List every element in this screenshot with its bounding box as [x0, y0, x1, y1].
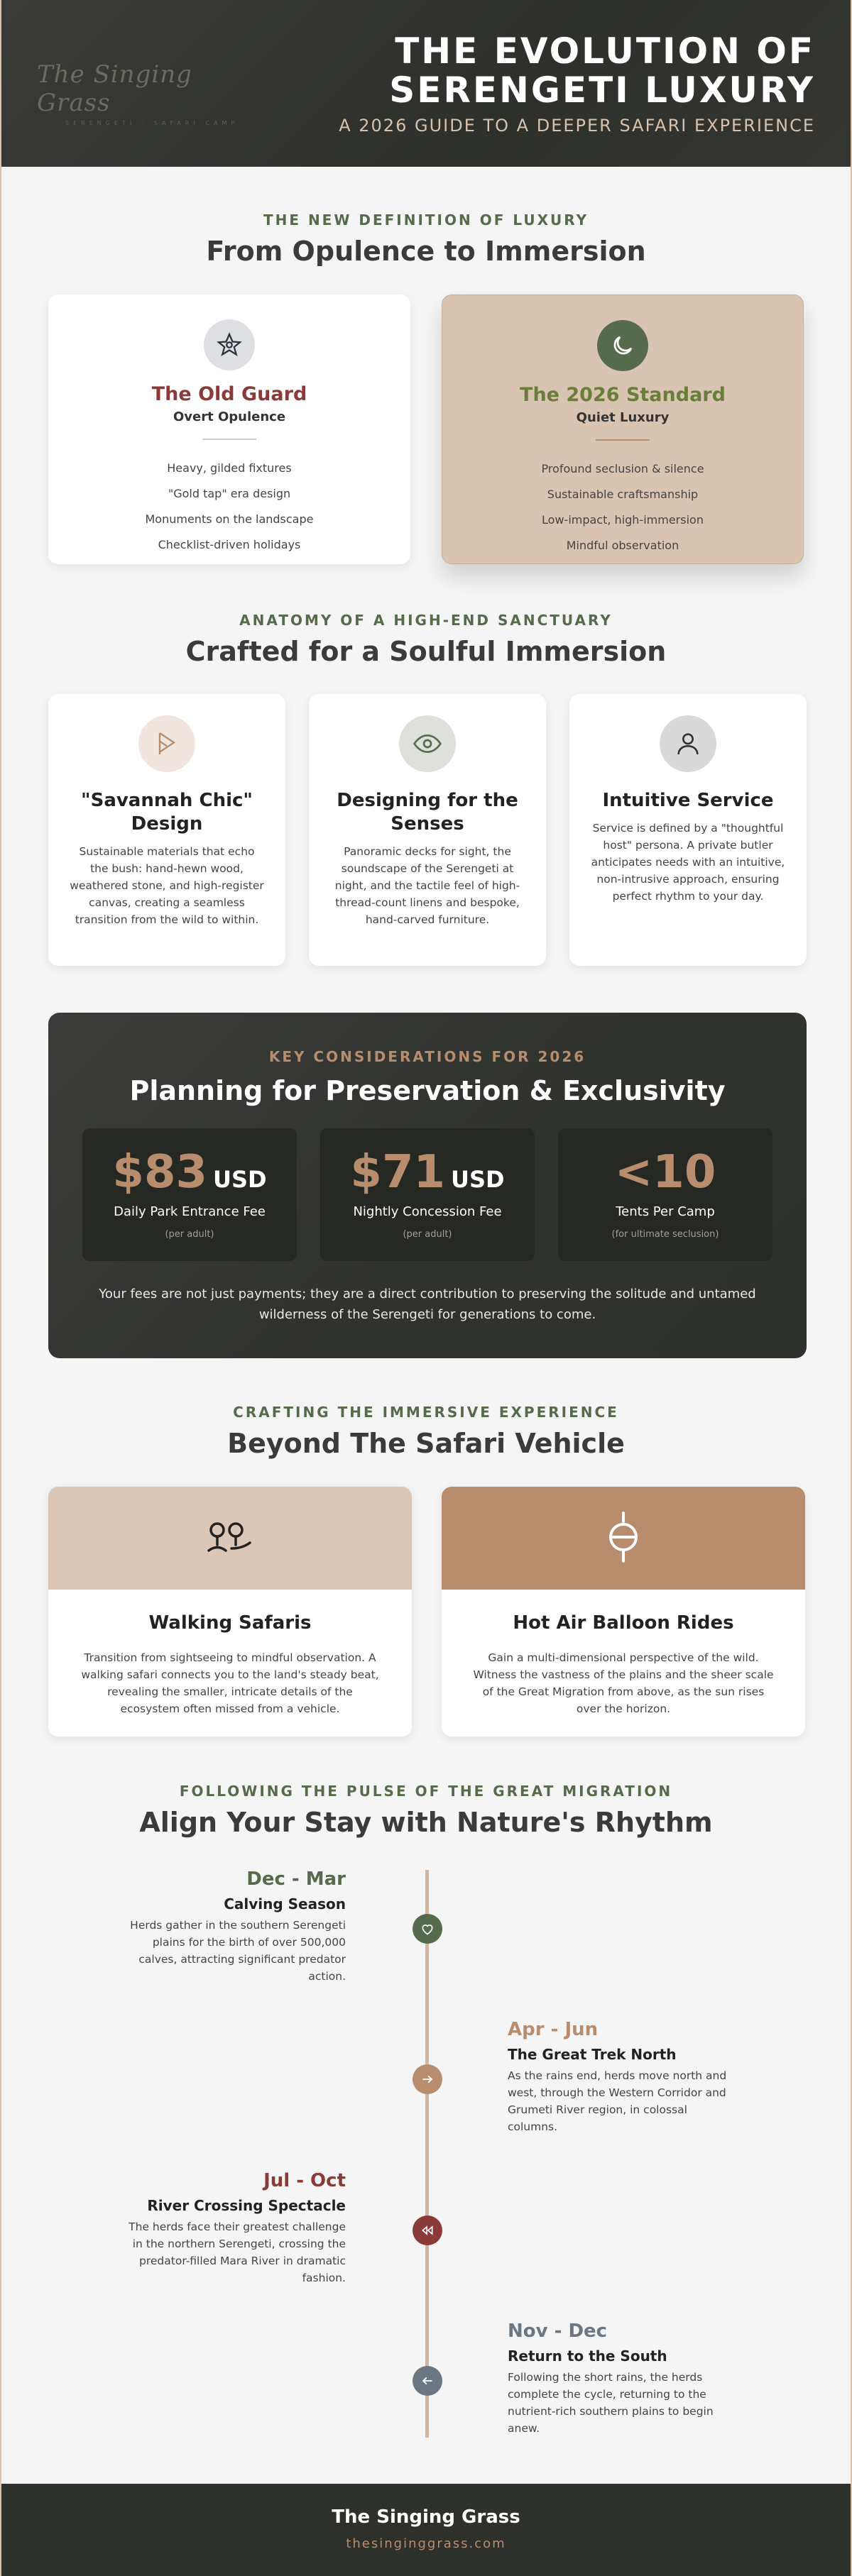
stat-value-wrap [320, 1146, 535, 1199]
page-title-line1: THE EVOLUTION OF [395, 31, 815, 72]
planning-section [48, 1013, 807, 1358]
stat-value: $83 [112, 1146, 207, 1199]
event-desc: The herds face their greatest challenge in the northern Serengeti, crossing the predator-filled Mara River in dramatic fashion. [129, 2220, 346, 2284]
new-standard-subtitle: Quiet Luxury [576, 410, 670, 425]
timeline-event-crossing [119, 2170, 346, 2286]
event-desc: Following the short rains, the herds complete the cycle, returning to the nutrient-rich southern plains to begin anew. [508, 2371, 714, 2435]
stat-label: Daily Park Entrance Fee [114, 1204, 266, 1219]
heart-icon [413, 1914, 442, 1944]
luxury-heading [1, 211, 851, 267]
event-period: Dec - Mar [246, 1868, 346, 1890]
stat-note: (per adult) [403, 1229, 452, 1240]
old-guard-card [48, 295, 410, 564]
luxury-title: From Opulence to Immersion [206, 236, 646, 267]
feature-title: Designing for the Senses [337, 790, 518, 835]
old-guard-list [48, 456, 410, 558]
list-item: "Gold tap" era design [168, 487, 291, 500]
list-item: Monuments on the landscape [145, 512, 314, 526]
list-item: Heavy, gilded fixtures [167, 461, 292, 475]
old-guard-title: The Old Guard [151, 383, 307, 405]
header [1, 0, 851, 167]
stat-unit: USD [451, 1166, 505, 1193]
feature-desc: Service is defined by a "thoughtful host" persona. A private butler anticipates needs with an intuitive, non-intrusive approach, ensuring perfect rhythm to your day. [591, 822, 785, 903]
stat-concession-fee [320, 1128, 535, 1261]
experience-desc: Transition from sightseeing to mindful observation. A walking safari connects you to the land's steady beat, revealing the smaller, intricate details of the ecosystem often missed from a vehicle. [81, 1651, 379, 1715]
person-icon [660, 715, 716, 772]
page-subtitle: A 2026 GUIDE TO A DEEPER SAFARI EXPERIENCE [339, 116, 815, 136]
feature-title: "Savannah Chic" Design [81, 790, 253, 835]
divider [202, 439, 256, 440]
event-desc: Herds gather in the southern Serengeti plains for the birth of over 500,000 calves, attracting significant predator action. [130, 1919, 346, 1983]
balloon-icon [442, 1487, 805, 1590]
new-standard-title: The 2026 Standard [520, 384, 726, 406]
page-title [339, 32, 815, 110]
timeline-line [425, 1870, 429, 2438]
new-standard-list [442, 456, 803, 558]
footprints-icon [48, 1487, 412, 1590]
stat-park-fee [82, 1128, 297, 1261]
experience-title: Walking Safaris [148, 1612, 312, 1634]
divider [596, 439, 650, 441]
logo[interactable] [37, 60, 250, 126]
event-period: Jul - Oct [263, 2170, 346, 2191]
feature-card-design [48, 694, 285, 966]
experience-eyebrow: CRAFTING THE IMMERSIVE EXPERIENCE [233, 1404, 619, 1421]
arrow-right-icon [413, 2064, 442, 2094]
planning-eyebrow: KEY CONSIDERATIONS FOR 2026 [268, 1048, 586, 1065]
event-name: The Great Trek North [508, 2046, 677, 2063]
flag-icon [138, 715, 195, 772]
anatomy-heading [1, 612, 851, 667]
stat-label: Nightly Concession Fee [353, 1204, 502, 1219]
event-period: Apr - Jun [508, 2019, 599, 2040]
experience-title: Beyond The Safari Vehicle [227, 1428, 625, 1459]
stat-value: <10 [614, 1146, 716, 1199]
header-text [339, 32, 815, 136]
list-item: Profound seclusion & silence [541, 462, 704, 475]
eye-icon [399, 715, 456, 772]
experience-card-balloon [442, 1487, 805, 1736]
feature-title: Intuitive Service [602, 790, 774, 811]
list-item: Checklist-driven holidays [158, 538, 301, 551]
feature-desc: Panoramic decks for sight, the soundscape of the Serengeti at night, and the tactile feel of high-thread-count linens and bespoke, hand-carved furniture. [334, 845, 520, 926]
stat-note: (for ultimate seclusion) [611, 1229, 719, 1240]
moon-icon [597, 320, 648, 371]
arrow-left-icon [413, 2366, 442, 2396]
stat-value: $71 [350, 1146, 445, 1199]
footer-link[interactable]: thesinginggrass.com [346, 2536, 506, 2551]
new-standard-card [442, 295, 804, 564]
migration-eyebrow: FOLLOWING THE PULSE OF THE GREAT MIGRATION [179, 1783, 673, 1800]
logo-tagline: SERENGETI · SAFARI CAMP [65, 120, 239, 126]
logo-text: The Singing Grass [37, 60, 192, 117]
feature-desc: Sustainable materials that echo the bush: hand-hewn wood, weathered stone, and high-register canvas, creating a seamless transition from the wild to within. [70, 845, 264, 926]
anatomy-title: Crafted for a Soulful Immersion [185, 636, 667, 667]
stat-unit: USD [213, 1166, 267, 1193]
planning-title: Planning for Preservation & Exclusivity [129, 1075, 726, 1106]
anatomy-eyebrow: ANATOMY OF A HIGH-END SANCTUARY [239, 612, 613, 629]
luxury-eyebrow: THE NEW DEFINITION OF LUXURY [263, 211, 589, 229]
timeline-event-trek [508, 2019, 735, 2135]
page-title-line2: SERENGETI LUXURY [389, 70, 815, 111]
experience-title: Hot Air Balloon Rides [513, 1612, 734, 1634]
feature-card-senses [309, 694, 546, 966]
event-name: Calving Season [224, 1895, 346, 1912]
event-desc: As the rains end, herds move north and west, through the Western Corridor and Grumeti River region, in colossal columns. [508, 2069, 727, 2133]
migration-heading [1, 1783, 851, 1838]
event-name: River Crossing Spectacle [147, 2197, 346, 2214]
stat-value-wrap [82, 1146, 297, 1199]
timeline-event-calving [119, 1868, 346, 1985]
stat-label: Tents Per Camp [616, 1204, 715, 1219]
experience-heading [1, 1404, 851, 1459]
old-guard-subtitle: Overt Opulence [173, 409, 286, 424]
event-period: Nov - Dec [508, 2321, 608, 2342]
migration-title: Align Your Stay with Nature's Rhythm [139, 1807, 713, 1838]
footer-brand: The Singing Grass [332, 2506, 520, 2528]
footer [1, 2484, 851, 2576]
timeline-event-return [508, 2321, 735, 2437]
experience-card-walking [48, 1487, 412, 1736]
planning-note: Your fees are not just payments; they are a direct contribution to preserving the solitude and untamed wilderness of the Serengeti for generations to come. [99, 1287, 756, 1322]
experience-desc: Gain a multi-dimensional perspective of the wild. Witness the vastness of the plains and the sheer scale of the Great Migration from above, as the sun rises over the horizon. [473, 1651, 774, 1715]
stat-tents [558, 1128, 772, 1261]
stat-value-wrap [558, 1146, 772, 1199]
feature-card-service [569, 694, 807, 966]
list-item: Sustainable craftsmanship [547, 488, 699, 501]
list-item: Mindful observation [566, 539, 679, 552]
stat-note: (per adult) [165, 1229, 214, 1240]
event-name: Return to the South [508, 2347, 667, 2365]
star-icon [204, 319, 255, 370]
list-item: Low-impact, high-immersion [542, 513, 704, 527]
rewind-icon [413, 2216, 442, 2245]
